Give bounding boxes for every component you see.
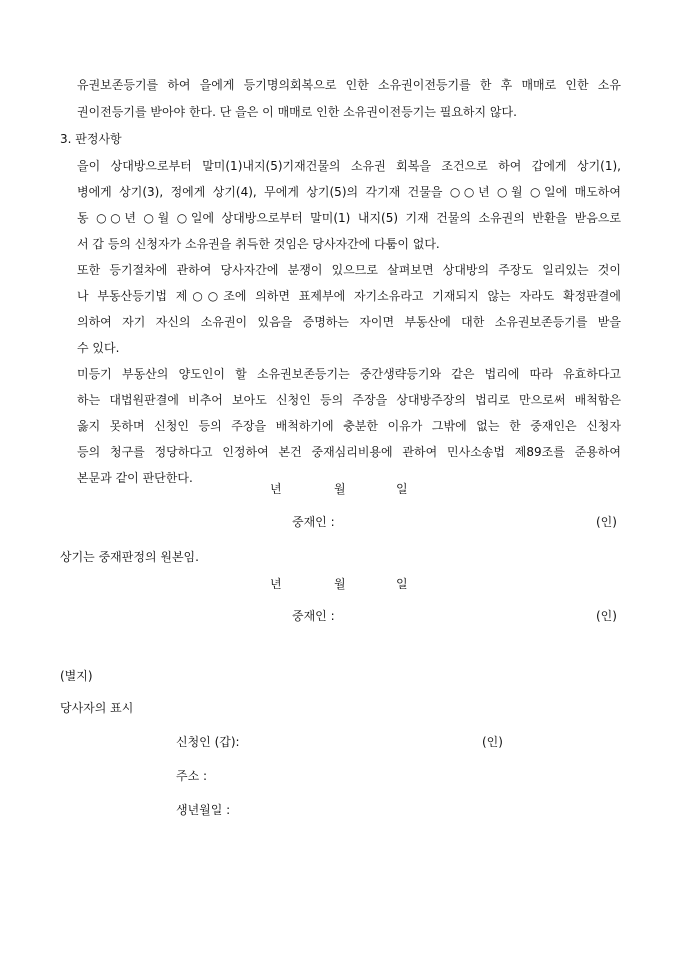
para2-line-3: 의하여 자기 자신의 소유권이 있음을 증명하는 자이면 부동산에 대한 소유권보존등기를 받을 bbox=[77, 315, 621, 329]
date-month: 월 bbox=[334, 577, 346, 591]
arbiter-seal: (인) bbox=[596, 609, 617, 623]
para2-line-4: 수 있다. bbox=[77, 341, 120, 355]
applicant-label: 신청인 (갑): bbox=[176, 735, 240, 749]
address-label: 주소 : bbox=[176, 769, 208, 783]
para3-line-1: 미등기 부동산의 양도인이 할 소유권보존등기는 중간생략등기와 같은 법리에 따라 유효하다고 bbox=[77, 367, 621, 381]
date-day: 일 bbox=[396, 577, 408, 591]
date-year: 년 bbox=[270, 577, 282, 591]
arbiter-label: 중재인 : bbox=[292, 515, 335, 529]
para3-line-4: 등의 청구를 정당하다고 인정하여 본건 중재심리비용에 관하여 민사소송법 제89조를 준용하여 bbox=[77, 445, 621, 459]
para1-line-1: 을이 상대방으로부터 말미(1)내지(5)기재건물의 소유권 회복을 조건으로 하여 갑에게 상기(1), bbox=[77, 159, 621, 173]
copy-note: 상기는 중재판정의 원본임. bbox=[60, 550, 199, 564]
para3-line-3: 옳지 못하며 신청인 등의 주장을 배척하기에 충분한 이유가 그밖에 없는 한 중재인은 신청자 bbox=[77, 419, 621, 433]
para1-line-4: 서 갑 등의 신청자가 소유권을 취득한 것임은 당사자간에 다툼이 없다. bbox=[77, 237, 440, 251]
carryover-line-1: 유권보존등기를 하여 을에게 등기명의회복으로 인한 소유권이전등기를 한 후 매매로 인한 소유 bbox=[77, 78, 621, 92]
para2-line-2: 나 부동산등기법 제○○조에 의하면 표제부에 자기소유라고 기재되지 않는 자라도 확정판결에 bbox=[77, 289, 621, 303]
date-year: 년 bbox=[270, 482, 282, 496]
annex-title: (별지) bbox=[60, 669, 93, 683]
carryover-line-2: 권이전등기를 받아야 한다. 단 을은 이 매매로 인한 소유권이전등기는 필요하지 않다. bbox=[77, 105, 517, 119]
para3-line-5: 본문과 같이 판단한다. bbox=[77, 471, 193, 485]
annex-subtitle: 당사자의 표시 bbox=[60, 701, 134, 715]
section-heading: 3. 판정사항 bbox=[60, 132, 122, 146]
applicant-seal: (인) bbox=[482, 735, 503, 749]
birth-label: 생년월일 : bbox=[176, 803, 231, 817]
date-month: 월 bbox=[334, 482, 346, 496]
para2-line-1: 또한 등기절차에 관하여 당사자간에 분쟁이 있으므로 살펴보면 상대방의 주장도 일리있는 것이 bbox=[77, 263, 621, 277]
para1-line-2: 병에게 상기(3), 정에게 상기(4), 무에게 상기(5)의 각기재 건물을 ○○년 ○월 ○일에 매도하여 bbox=[77, 185, 621, 199]
date-day: 일 bbox=[396, 482, 408, 496]
para1-line-3: 동 ○○년 ○월 ○일에 상대방으로부터 말미(1) 내지(5) 기재 건물의 소유권의 반환을 받음으로 bbox=[77, 211, 621, 225]
para3-line-2: 하는 대법원판결에 비추어 보아도 신청인 등의 주장을 상대방주장의 법리로 만으로써 배척함은 bbox=[77, 393, 621, 407]
arbiter-label: 중재인 : bbox=[292, 609, 335, 623]
arbiter-seal: (인) bbox=[596, 515, 617, 529]
